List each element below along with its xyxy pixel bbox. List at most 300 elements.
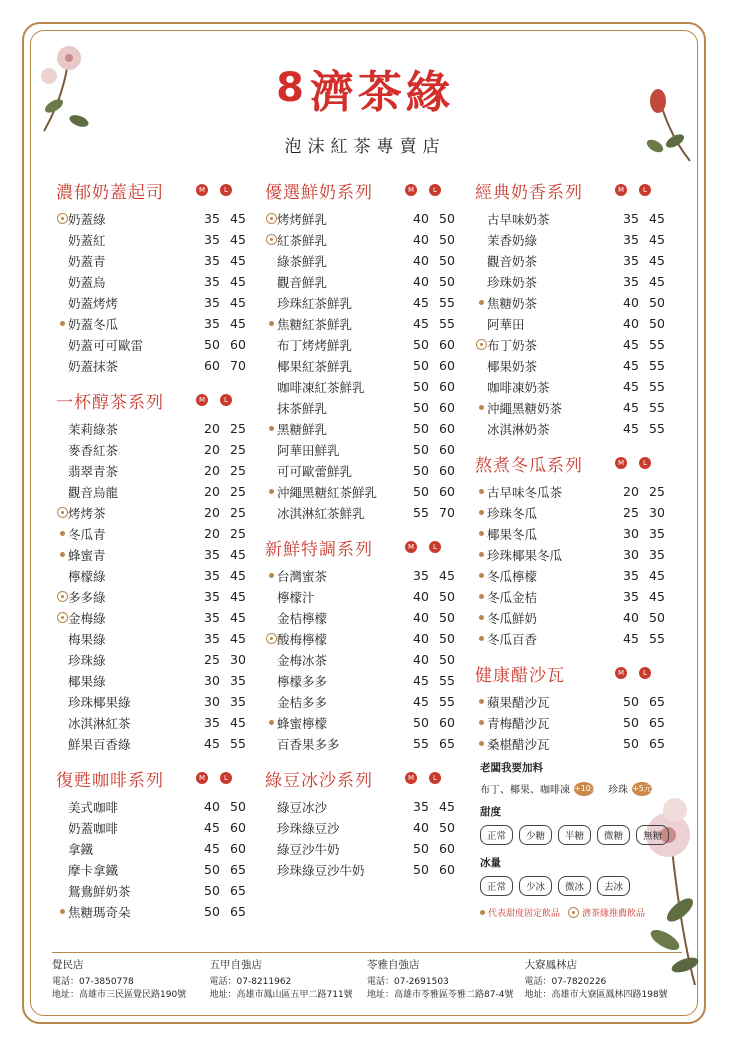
price-l: 65	[230, 904, 246, 919]
menu-item	[56, 502, 256, 523]
sweet-option: 微糖	[597, 825, 630, 845]
price-l: 45	[439, 568, 455, 583]
menu-item	[265, 628, 465, 649]
item-name: 奶蓋綠	[68, 211, 106, 227]
price-l: 60	[439, 400, 455, 415]
menu-item	[475, 733, 675, 754]
price-m: 45	[623, 421, 639, 436]
menu-item	[56, 817, 256, 838]
price-l: 55	[230, 736, 246, 751]
item-name: 珍珠椰果綠	[68, 694, 131, 710]
price-m: 20	[204, 505, 220, 520]
menu-item	[265, 313, 465, 334]
price-m: 45	[623, 379, 639, 394]
price-m: 35	[204, 316, 220, 331]
price-l: 45	[230, 274, 246, 289]
menu-column-right	[475, 176, 675, 754]
size-l-icon: L	[220, 772, 232, 784]
item-name: 蘋果醋沙瓦	[487, 694, 550, 710]
recommend-icon	[265, 633, 277, 644]
price-l: 35	[649, 526, 665, 541]
price-m: 45	[204, 736, 220, 751]
price-m: 60	[204, 358, 220, 373]
store-addr: 地址：高雄市大寮區鳳林四路198號	[524, 990, 668, 1000]
menu-item	[475, 712, 675, 733]
item-name: 冰淇淋紅茶鮮乳	[277, 505, 365, 521]
menu-item	[265, 229, 465, 250]
price-m: 50	[413, 421, 429, 436]
section-title: 經典奶香系列	[475, 182, 583, 203]
item-name: 布丁烤烤鮮乳	[277, 337, 353, 353]
item-name: 珍珠椰果冬瓜	[487, 547, 563, 563]
price-m: 40	[623, 610, 639, 625]
item-name: 鴛鴦鮮奶茶	[68, 883, 131, 899]
price-m: 45	[623, 337, 639, 352]
price-m: 35	[204, 232, 220, 247]
section-title: 新鮮特調系列	[265, 539, 373, 560]
price-m: 50	[413, 463, 429, 478]
item-name: 冰淇淋紅茶	[68, 715, 131, 731]
store-name: 大寮鳳林店	[524, 959, 577, 971]
fixed-sweet-icon	[475, 531, 487, 536]
item-name: 烤烤茶	[68, 505, 106, 521]
price-l: 50	[439, 589, 455, 604]
price-l: 45	[230, 211, 246, 226]
brand-name: 濟茶緣	[309, 67, 454, 118]
toppings-b: 珍珠	[608, 785, 628, 796]
item-name: 奶蓋抹茶	[68, 358, 119, 374]
item-name: 焦糖紅茶鮮乳	[277, 316, 353, 332]
price-m: 45	[623, 358, 639, 373]
price-l: 45	[230, 253, 246, 268]
item-name: 冬瓜青	[68, 526, 106, 542]
section-header	[475, 659, 675, 687]
price-m: 50	[413, 715, 429, 730]
item-name: 阿華田鮮乳	[277, 442, 340, 458]
store-info	[210, 959, 368, 1002]
price-l: 65	[439, 736, 455, 751]
price-m: 40	[413, 610, 429, 625]
menu-item	[56, 628, 256, 649]
price-m: 35	[623, 589, 639, 604]
price-l: 25	[230, 505, 246, 520]
price-a-badge: +10元	[574, 782, 594, 796]
menu-item	[56, 649, 256, 670]
price-m: 45	[413, 694, 429, 709]
price-m: 30	[204, 673, 220, 688]
price-m: 50	[413, 379, 429, 394]
fixed-sweet-icon	[475, 552, 487, 557]
price-l: 45	[649, 589, 665, 604]
item-name: 奶蓋可可歐雷	[68, 337, 144, 353]
price-l: 65	[649, 715, 665, 730]
menu-item	[265, 817, 465, 838]
section-coffee	[56, 764, 256, 922]
price-m: 50	[204, 337, 220, 352]
menu-item	[265, 397, 465, 418]
price-m: 25	[623, 505, 639, 520]
size-m-icon: M	[405, 772, 417, 784]
item-name: 美式咖啡	[68, 799, 119, 815]
fixed-sweet-icon	[265, 426, 277, 431]
item-name: 椰果奶茶	[487, 358, 538, 374]
price-l: 45	[230, 715, 246, 730]
item-name: 椰果冬瓜	[487, 526, 538, 542]
fixed-sweet-icon	[475, 510, 487, 515]
fixed-sweet-icon	[56, 909, 68, 914]
menu-column-middle	[265, 176, 465, 880]
menu-item	[475, 607, 675, 628]
fixed-sweet-icon	[265, 489, 277, 494]
price-m: 50	[413, 841, 429, 856]
price-l: 45	[649, 211, 665, 226]
item-name: 抹茶鮮乳	[277, 400, 328, 416]
ice-option: 正常	[480, 876, 513, 896]
price-l: 60	[439, 463, 455, 478]
item-name: 烤烤鮮乳	[277, 211, 328, 227]
item-name: 酸梅檸檬	[277, 631, 328, 647]
item-name: 觀音奶茶	[487, 253, 538, 269]
price-l: 50	[230, 799, 246, 814]
price-m: 40	[413, 232, 429, 247]
fixed-sweet-icon	[265, 720, 277, 725]
price-m: 35	[204, 715, 220, 730]
price-m: 35	[204, 547, 220, 562]
price-l: 45	[649, 274, 665, 289]
ice-option: 少冰	[519, 876, 552, 896]
item-name: 奶蓋烏	[68, 274, 106, 290]
price-m: 50	[413, 484, 429, 499]
menu-item	[265, 250, 465, 271]
store-info	[525, 959, 683, 1002]
item-name: 拿鐵	[68, 841, 94, 857]
section-fresh	[265, 533, 465, 754]
item-name: 茉莉綠茶	[68, 421, 119, 437]
section-title: 健康醋沙瓦	[475, 665, 565, 686]
item-name: 翡翠青茶	[68, 463, 119, 479]
price-l: 45	[649, 232, 665, 247]
item-name: 麥香紅茶	[68, 442, 119, 458]
item-name: 觀音鮮乳	[277, 274, 328, 290]
section-cheese	[56, 176, 256, 376]
store-addr: 地址：高雄市三民區覺民路190號	[52, 990, 187, 1000]
price-l: 70	[230, 358, 246, 373]
menu-item	[265, 859, 465, 880]
item-name: 奶蓋青	[68, 253, 106, 269]
price-m: 35	[204, 253, 220, 268]
item-name: 檸檬多多	[277, 673, 328, 689]
menu-item	[56, 670, 256, 691]
menu-item	[56, 691, 256, 712]
menu-item	[475, 208, 675, 229]
price-l: 50	[439, 232, 455, 247]
menu-item	[56, 313, 256, 334]
fixed-sweet-icon	[265, 321, 277, 326]
item-name: 蜂蜜檸檬	[277, 715, 328, 731]
menu-item	[265, 670, 465, 691]
price-l: 25	[230, 463, 246, 478]
price-m: 20	[623, 484, 639, 499]
item-name: 黑糖鮮乳	[277, 421, 328, 437]
price-m: 20	[204, 484, 220, 499]
section-melon	[475, 449, 675, 649]
menu-item	[56, 859, 256, 880]
price-m: 35	[623, 568, 639, 583]
legend-dot: 代表甜度固定飲品	[480, 906, 560, 919]
price-m: 40	[413, 820, 429, 835]
size-m-icon: M	[405, 541, 417, 553]
menu-item	[475, 250, 675, 271]
item-name: 奶蓋冬瓜	[68, 316, 119, 332]
legend-rec: 濟茶緣推薦飲品	[568, 906, 645, 919]
price-m: 40	[204, 799, 220, 814]
menu-item	[475, 586, 675, 607]
price-l: 65	[230, 883, 246, 898]
price-l: 25	[230, 421, 246, 436]
menu-item	[56, 439, 256, 460]
size-m-icon: M	[196, 394, 208, 406]
store-addr: 地址：高雄市苓雅區苓雅二路87-4號	[367, 990, 514, 1000]
store-name: 覺民店	[52, 959, 84, 971]
price-l: 60	[230, 337, 246, 352]
price-l: 45	[649, 253, 665, 268]
section-bean	[265, 764, 465, 880]
menu-item	[475, 502, 675, 523]
section-header	[56, 764, 256, 792]
item-name: 珍珠綠豆沙	[277, 820, 340, 836]
menu-item	[56, 229, 256, 250]
price-l: 60	[439, 379, 455, 394]
item-name: 焦糖瑪奇朵	[68, 904, 131, 920]
price-m: 35	[623, 211, 639, 226]
price-m: 50	[413, 337, 429, 352]
price-l: 50	[439, 610, 455, 625]
price-m: 35	[204, 589, 220, 604]
price-m: 45	[623, 400, 639, 415]
item-name: 古早味冬瓜茶	[487, 484, 563, 500]
menu-item	[475, 565, 675, 586]
price-l: 50	[649, 610, 665, 625]
item-name: 椰果紅茶鮮乳	[277, 358, 353, 374]
price-m: 55	[413, 505, 429, 520]
size-m-icon: M	[615, 667, 627, 679]
price-m: 35	[204, 211, 220, 226]
size-l-icon: L	[220, 184, 232, 196]
price-m: 35	[413, 799, 429, 814]
menu-item	[56, 460, 256, 481]
item-name: 奶蓋咖啡	[68, 820, 119, 836]
size-l-icon: L	[429, 541, 441, 553]
fixed-sweet-icon	[475, 615, 487, 620]
store-name: 五甲自強店	[209, 959, 262, 971]
fixed-sweet-icon	[475, 594, 487, 599]
store-info	[52, 959, 210, 1002]
price-m: 20	[204, 463, 220, 478]
size-m-icon: M	[196, 772, 208, 784]
ice-option: 去冰	[597, 876, 630, 896]
item-name: 珍珠綠豆沙牛奶	[277, 862, 365, 878]
size-m-icon: M	[196, 184, 208, 196]
size-m-icon: M	[615, 184, 627, 196]
item-name: 沖繩黑糖紅茶鮮乳	[277, 484, 378, 500]
price-m: 20	[204, 421, 220, 436]
price-l: 55	[649, 358, 665, 373]
menu-item	[56, 418, 256, 439]
store-info	[367, 959, 525, 1002]
section-title: 復甦咖啡系列	[56, 770, 164, 791]
menu-item	[265, 691, 465, 712]
item-name: 咖啡凍奶茶	[487, 379, 550, 395]
flower-top-right-icon	[640, 86, 700, 166]
menu-item	[475, 271, 675, 292]
store-name: 苓雅自強店	[367, 959, 420, 971]
price-m: 45	[204, 841, 220, 856]
sweet-option: 少糖	[519, 825, 552, 845]
price-l: 70	[439, 505, 455, 520]
menu-item	[475, 334, 675, 355]
menu-item	[265, 271, 465, 292]
section-header	[475, 449, 675, 477]
price-l: 60	[439, 715, 455, 730]
section-header	[265, 176, 465, 204]
item-name: 珍珠紅茶鮮乳	[277, 295, 353, 311]
item-name: 可可歐蕾鮮乳	[277, 463, 353, 479]
price-l: 55	[649, 379, 665, 394]
price-m: 35	[204, 295, 220, 310]
price-l: 45	[230, 610, 246, 625]
item-name: 梅果綠	[68, 631, 106, 647]
price-l: 45	[230, 316, 246, 331]
price-m: 40	[623, 295, 639, 310]
store-phone: 電話：07-3850778	[52, 977, 134, 987]
section-title: 熬煮冬瓜系列	[475, 455, 583, 476]
sweet-option: 正常	[480, 825, 513, 845]
price-m: 50	[413, 862, 429, 877]
price-m: 20	[204, 442, 220, 457]
item-name: 奶蓋烤烤	[68, 295, 119, 311]
fixed-sweet-icon	[56, 321, 68, 326]
item-name: 焦糖奶茶	[487, 295, 538, 311]
price-m: 35	[204, 631, 220, 646]
price-m: 50	[623, 715, 639, 730]
menu-item	[265, 418, 465, 439]
menu-item	[56, 607, 256, 628]
price-m: 50	[204, 904, 220, 919]
menu-item	[475, 397, 675, 418]
price-m: 20	[204, 526, 220, 541]
menu-item	[265, 712, 465, 733]
fixed-sweet-icon	[56, 552, 68, 557]
menu-item	[56, 355, 256, 376]
price-l: 60	[230, 841, 246, 856]
price-m: 40	[413, 253, 429, 268]
item-name: 冰淇淋奶茶	[487, 421, 550, 437]
item-name: 奶蓋紅	[68, 232, 106, 248]
size-l-icon: L	[639, 667, 651, 679]
tagline: 泡沫紅茶專賣店	[284, 137, 446, 157]
ice-title: 冰量	[480, 857, 501, 869]
size-l-icon: L	[220, 394, 232, 406]
price-m: 45	[413, 673, 429, 688]
store-phone: 電話：07-2691503	[367, 977, 449, 987]
item-name: 台灣蜜茶	[277, 568, 328, 584]
price-l: 45	[230, 547, 246, 562]
size-m-icon: M	[615, 457, 627, 469]
price-m: 35	[204, 568, 220, 583]
item-name: 金桔檸檬	[277, 610, 328, 626]
menu-item	[265, 439, 465, 460]
price-l: 25	[649, 484, 665, 499]
item-name: 珍珠冬瓜	[487, 505, 538, 521]
fixed-sweet-icon	[475, 573, 487, 578]
item-name: 綠豆沙牛奶	[277, 841, 340, 857]
section-title: 綠豆冰沙系列	[265, 770, 373, 791]
fixed-sweet-icon	[475, 720, 487, 725]
price-l: 25	[230, 442, 246, 457]
menu-item	[265, 376, 465, 397]
price-m: 50	[204, 862, 220, 877]
menu-item	[475, 628, 675, 649]
item-name: 椰果綠	[68, 673, 106, 689]
menu-item	[265, 355, 465, 376]
fixed-sweet-icon	[475, 405, 487, 410]
size-m-icon: M	[405, 184, 417, 196]
price-l: 55	[649, 337, 665, 352]
item-name: 金梅綠	[68, 610, 106, 626]
price-m: 45	[204, 820, 220, 835]
item-name: 綠茶鮮乳	[277, 253, 328, 269]
price-l: 25	[230, 526, 246, 541]
menu-item	[56, 838, 256, 859]
price-m: 45	[413, 316, 429, 331]
section-vinegar	[475, 659, 675, 754]
item-name: 珍珠奶茶	[487, 274, 538, 290]
menu-item	[265, 586, 465, 607]
menu-item	[265, 502, 465, 523]
price-b-badge: +5元	[632, 782, 652, 796]
menu-item	[265, 481, 465, 502]
price-l: 60	[439, 358, 455, 373]
price-m: 50	[413, 400, 429, 415]
toppings-a: 布丁、椰果、咖啡凍	[480, 785, 570, 796]
price-m: 45	[623, 631, 639, 646]
menu-item	[56, 901, 256, 922]
size-l-icon: L	[429, 184, 441, 196]
fixed-sweet-icon	[475, 300, 487, 305]
item-name: 鮮果百香綠	[68, 736, 131, 752]
price-l: 45	[230, 232, 246, 247]
sweet-option: 無糖	[636, 825, 669, 845]
price-l: 35	[230, 673, 246, 688]
item-name: 阿華田	[487, 316, 525, 332]
recommend-icon	[56, 213, 68, 224]
price-l: 45	[230, 631, 246, 646]
price-m: 50	[623, 694, 639, 709]
menu-item	[475, 523, 675, 544]
menu-item	[475, 544, 675, 565]
price-l: 55	[649, 631, 665, 646]
price-m: 50	[413, 358, 429, 373]
flower-top-left-icon	[34, 36, 104, 136]
dot-icon	[480, 910, 485, 915]
price-m: 35	[204, 274, 220, 289]
price-m: 50	[623, 736, 639, 751]
store-phone: 電話：07-7820226	[524, 977, 607, 987]
extras-title: 老闆我要加料	[480, 762, 543, 774]
menu-item	[475, 313, 675, 334]
store-addr: 地址：高雄市鳳山區五甲二路711號	[209, 990, 353, 1000]
menu-item	[56, 796, 256, 817]
